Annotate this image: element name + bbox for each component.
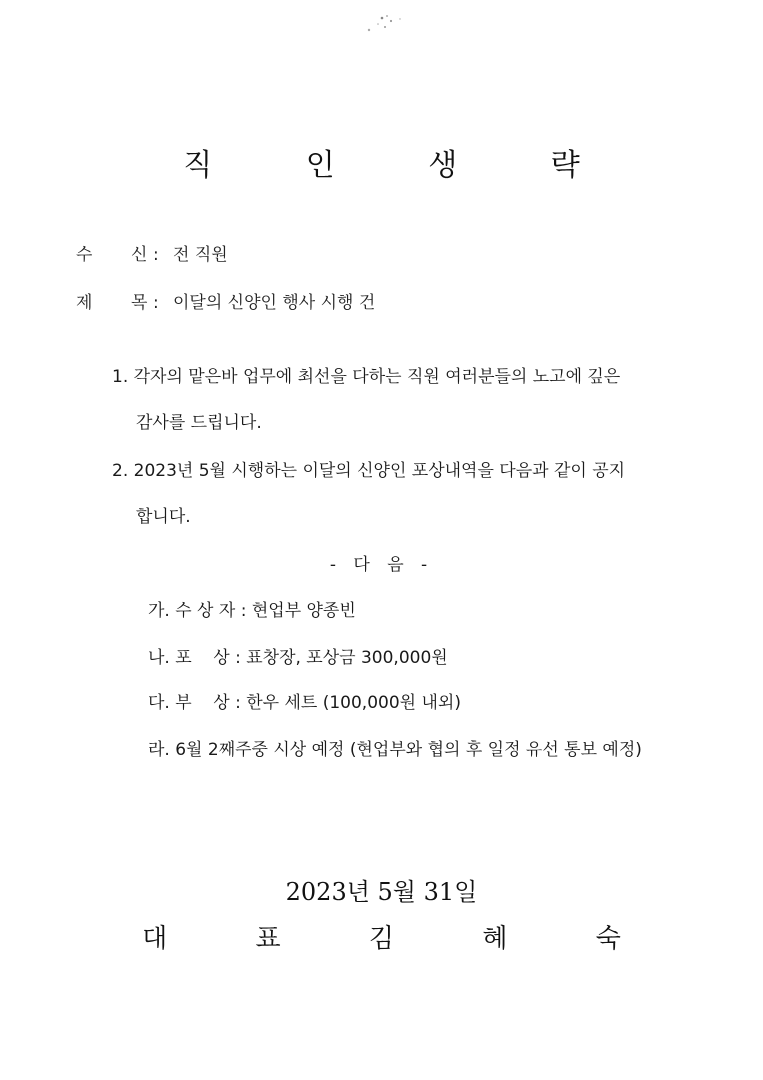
subject-line: [76, 288, 375, 313]
recipient-value: 전 직원: [173, 245, 228, 265]
detail-item-schedule: [148, 735, 642, 760]
details-heading: - 다 음 -: [329, 555, 434, 575]
paragraph-2: [112, 456, 712, 526]
scan-smudge-mark: [360, 10, 410, 36]
subject-colon: :: [153, 293, 159, 313]
subject-value: 이달의 신양인 행사 시행 건: [173, 293, 376, 313]
paragraph-1: [112, 362, 712, 432]
recipient-label-b: 신: [131, 245, 148, 265]
detail-item-key: 나. 포 상 :: [148, 648, 241, 668]
detail-item-value: 한우 세트 (100,000원 내외): [246, 693, 461, 713]
recipient-label-a: 수: [76, 245, 93, 265]
detail-item-key: 가. 수 상 자 :: [148, 601, 247, 621]
detail-item-extra-award: [148, 688, 461, 713]
detail-item-key: 라.: [148, 740, 170, 760]
detail-item-value: 6월 2째주중 시상 예정 (현업부와 협의 후 일정 유선 통보 예정): [175, 740, 642, 760]
document-date: 2023년 5월 31일: [285, 878, 478, 906]
signatory: 대 표 김 혜 숙: [142, 924, 661, 954]
subject-label-a: 제: [76, 293, 93, 313]
paragraph-2-line-2: 합니다.: [136, 507, 191, 527]
paragraph-2-line-1: 2. 2023년 5월 시행하는 이달의 신양인 포상내역을 다음과 같이 공지: [112, 461, 626, 481]
recipient-line: [76, 240, 228, 265]
document-title: 직 인 생 략: [183, 148, 622, 183]
detail-item-award: [148, 643, 448, 668]
subject-label-b: 목: [131, 293, 148, 313]
detail-item-value: 표창장, 포상금 300,000원: [246, 648, 448, 668]
detail-item-key: 다. 부 상 :: [148, 693, 241, 713]
detail-item-awardee: [148, 596, 356, 621]
detail-item-value: 현업부 양종빈: [251, 601, 356, 621]
recipient-colon: :: [153, 245, 159, 265]
paragraph-1-line-2: 감사를 드립니다.: [136, 413, 262, 433]
paragraph-1-line-1: 1. 각자의 맡은바 업무에 최선을 다하는 직원 여러분들의 노고에 깊은: [112, 367, 621, 387]
